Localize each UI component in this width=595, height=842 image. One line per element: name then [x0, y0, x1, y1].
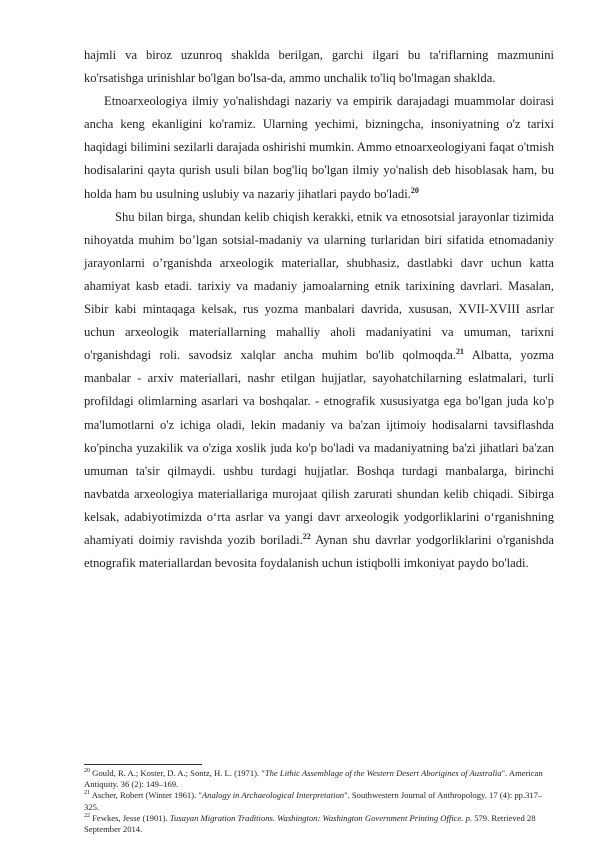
footnote-number: 22 [84, 812, 90, 819]
footnote-separator [84, 764, 202, 765]
footnote-text: ". American Antiquity. 36 (2): 149–169. [84, 768, 543, 790]
paragraph-2-text: Etnoarxeologiya ilmiy yo'nalishdagi nazariy va empirik darajadagi muammolar doirasi ancha keng ekanligini ko'ramiz. Ularning yechimi, bizningcha, insoniyatning o'z tarixi haqidagi bilimini sezilarli darajada oshirishi mumkin. Ammo etnoarxeologiyani faqat o'tmish hodisalarini qayta qurish usuli bilan bog'liq bo'lgan ilmiy yo'nalish deb hisoblasak ham, bu holda ham bu usulning uslubiy va nazariy jihatlari paydo bo'ladi. [84, 94, 554, 201]
footnote-title: Analogy in Archaeological Interpretation [201, 790, 345, 801]
footnotes [84, 768, 554, 835]
paragraph-1 [84, 44, 554, 90]
footnote-ref-20[interactable]: 20 [410, 185, 419, 195]
footnote-title: Tusayan Migration Traditions. Washington: Washington Government Printing Office. p. [169, 812, 473, 823]
footnote-22 [84, 813, 554, 835]
footnote-text: Ascher, Robert (Winter 1961). " [91, 790, 202, 801]
footnote-number: 20 [84, 768, 90, 775]
footnote-text: Fewkes, Jesse (1901). [92, 812, 170, 823]
paragraph-1-text: hajmli va biroz uzunroq shaklda berilgan, garchi ilgari bu ta'riflarning mazmunini ko'rsatishga urinishlar bo'lgan bo'lsa-da, ammo unchalik to'liq bo'lmagan shaklda. [84, 48, 554, 86]
footnote-text: 579. Retrieved 28 September 2014. [84, 812, 536, 835]
paragraph-3-text-b: Albatta, yozma manbalar - arxiv materiallari, nashr etilgan hujjatlar, sayohatchilarning eslatmalari, turli profildagi olimlarning asarlari va boshqalar. - etnografik xususiyatga ega bo'lgan juda ko'p ma'lumotlarni o'z ichiga oladi, lekin madaniy va ba'zan ijtimoiy hodisalarni tavsiflashda ko'pincha yuzakilik va o'ziga xoslik juda ko'p bo'ladi va madaniyatning ba'zi jihatlari ba'zan umuman ta'sir qilmaydi. ushbu turdagi hujjatlar. Boshqa turdagi manbalarga, birinchi navbatda arxeologiya materiallariga murojaat qilish zarurati shundan kelib chiqadi. Sibirga kelsak, adabiyotimizda o‘rta asrlar va yangi davr arxeologik yodgorliklarini o‘rganishning ahamiyati doimiy ravishda yozib boriladi. [84, 348, 554, 547]
paragraph-3-text-a: Shu bilan birga, shundan kelib chiqish kerakki, etnik va etnosotsial jarayonlar tizimida nihoyatda muhim bo’lgan sotsial-madaniy va ularning turlaridan biri sifatida etnomadaniy jarayonlarni o’rganishda arxeologik materiallar, shubhasiz, dastlabki davr uchun katta ahamiyat kasb etadi. tarixiy va madaniy jamoalarning etnik tarixining davrlari. Masalan, Sibir kabi mintaqaga kelsak, rus yozma manbalari davrida, xususan, XVII-XVIII asrlar uchun arxeologik materiallarning mahalliy aholi madaniyatini va umuman, tarixni o'rganishdagi roli. savodsiz xalqlar ancha muhim bo'lib qolmoqda. [84, 209, 554, 363]
footnote-number: 21 [84, 790, 90, 797]
footnote-ref-21[interactable]: 21 [455, 347, 464, 357]
footnote-21 [84, 790, 554, 812]
body-text [84, 44, 554, 575]
paragraph-3 [84, 206, 554, 576]
footnote-20 [84, 768, 554, 790]
paragraph-3-text-c: Aynan shu davrlar yodgorliklarini o'rganishda etnografik materiallardan bevosita foydalanish uchun istiqbolli imkoniyat paydo bo'ladi. [84, 532, 554, 571]
footnote-text: ". Southwestern Journal of Anthropology. 17 (4): pp.317–325. [84, 790, 543, 812]
footnote-text: Gould, R. A.; Koster, D. A.; Sontz, H. L. (1971). " [92, 768, 265, 778]
footnote-title: The Lithic Assemblage of the Western Desert Aborigines of Australia [264, 768, 502, 778]
footnote-ref-22[interactable]: 22 [302, 531, 311, 541]
paragraph-2 [84, 90, 554, 205]
